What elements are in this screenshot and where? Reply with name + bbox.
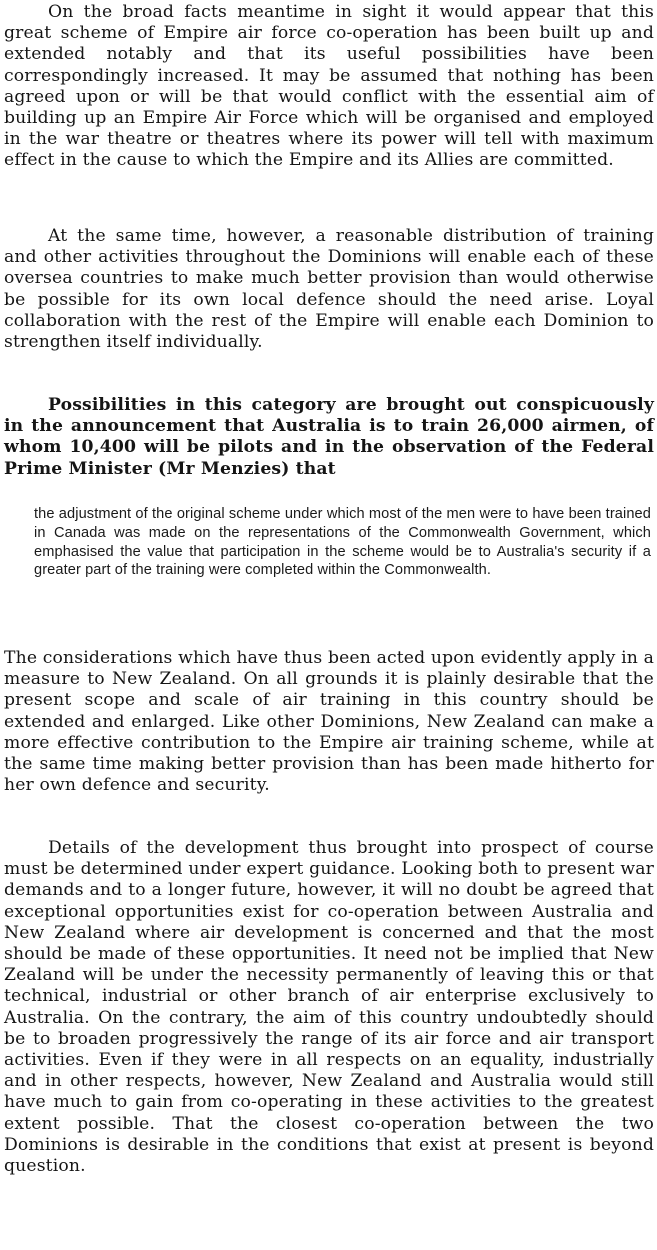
paragraph-empire-scheme: On the broad facts meantime in sight it would appear that this great scheme of Empire air force co-operation has been built up and extended notably and that its useful possibilities have been correspondingly increased. It may be assumed that nothing has been agreed upon or will be that would conflict with the essential aim of building up an Empire Air Force which will be organised and employed in the war theatre or theatres where its power will tell with maximum effect in the cause to which the Empire and its Allies are committed. bbox=[4, 2, 654, 171]
paragraph-dominion-training: At the same time, however, a reasonable distribution of training and other activities throughout the Dominions will enable each of these oversea countries to make much better provision than would otherwise be possible for its own local defence should the need arise. Loyal collaboration with the rest of the Empire will enable each Dominion to strengthen itself individually. bbox=[4, 226, 654, 353]
paragraph-cooperation-details: Details of the development thus brought into prospect of course must be determined under expert guidance. Looking both to present war demands and to a longer future, however, it will no doubt be agreed that exceptional opportunities exist for co-operation between Australia and New Zealand where air development is concerned and that the most should be made of these opportunities. It need not be implied that New Zealand will be under the necessity permanently of leaving this or that technical, industrial or other branch of air enterprise exclusively to Australia. On the contrary, the aim of this country undoubtedly should be to broaden progressively the range of its air force and air transport activities. Even if they were in all respects on an equality, industrially and in other respects, however, New Zealand and Australia would still have much to gain from co-operating in these activities to the greatest extent possible. That the closest co-operation between the two Dominions is desirable in the conditions that exist at present is beyond question. bbox=[4, 838, 654, 1177]
paragraph-australia-announcement: Possibilities in this category are brought out conspicuously in the announcement that Australia is to train 26,000 airmen, of whom 10,400 will be pilots and in the observation of the Federal Prime Minister (Mr Menzies) that bbox=[4, 395, 654, 479]
quoted-statement: the adjustment of the original scheme under which most of the men were to have been trained in Canada was made on the representations of the Commonwealth Government, which emphasised the value that participation in the scheme would be to Australia's security if a greater part of the training were completed within the Commonwealth. bbox=[34, 506, 651, 579]
paragraph-new-zealand-considerations: The considerations which have thus been acted upon evidently apply in a measure to New Zealand. On all grounds it is plainly desirable that the present scope and scale of air training in this country should be extended and enlarged. Like other Dominions, New Zealand can make a more effective contribution to the Empire air training scheme, while at the same time making better provision than has been made hitherto for her own defence and security. bbox=[4, 648, 654, 796]
